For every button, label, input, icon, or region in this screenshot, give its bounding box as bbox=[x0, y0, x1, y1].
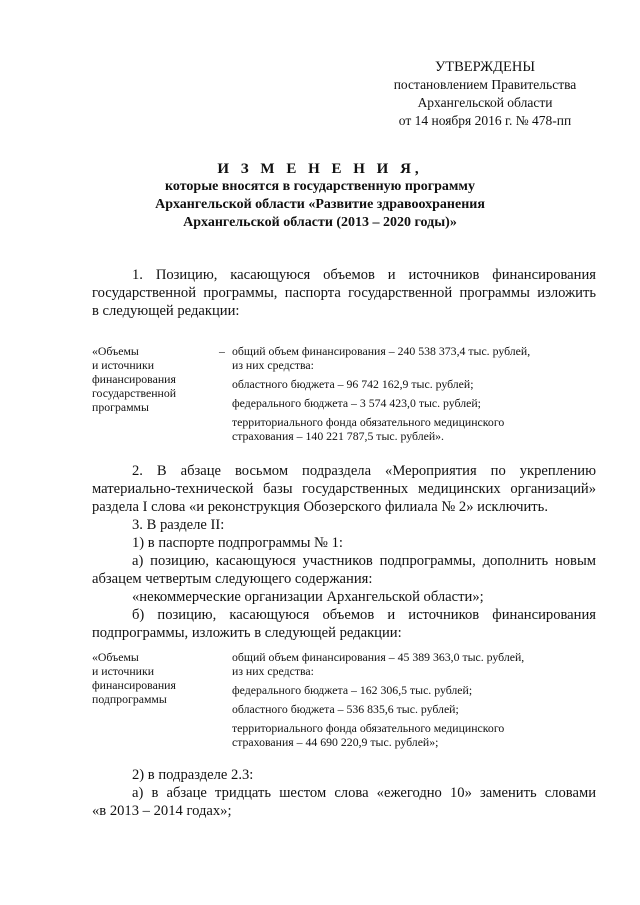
text-line: 1. Позицию, касающуюся объемов и источников финансирования bbox=[132, 267, 596, 283]
text-line: 1) в паспорте подпрограммы № 1: bbox=[132, 535, 343, 551]
text-line: 2) в подразделе 2.3: bbox=[132, 767, 254, 783]
text-line: подпрограммы, изложить в следующей редакции: bbox=[92, 625, 402, 641]
paragraph-1 bbox=[92, 266, 596, 320]
value-line: из них средства: bbox=[232, 664, 314, 678]
value-line: федерального бюджета – 162 306,5 тыс. рублей; bbox=[232, 683, 473, 697]
heading-line: Архангельской области «Развитие здравоохранения bbox=[155, 197, 485, 212]
text-line: а) в абзаце тридцать шестом слова «ежегодно 10» заменить словами bbox=[132, 785, 596, 801]
table-label bbox=[92, 344, 212, 414]
heading-line: которые вносятся в государственную программу bbox=[165, 179, 475, 194]
label-line: «Объемы bbox=[92, 344, 139, 358]
text-line: «некоммерческие организации Архангельской области»; bbox=[132, 589, 484, 605]
heading-line: Архангельской области (2013 – 2020 годы)» bbox=[183, 215, 457, 230]
label-line: финансирования bbox=[92, 678, 176, 692]
text-line: материально-технической базы государственных медицинских организаций» bbox=[92, 481, 596, 497]
text-line: 3. В разделе II: bbox=[132, 517, 225, 533]
table-values bbox=[232, 344, 602, 443]
value-line: общий объем финансирования – 45 389 363,0 тыс. рублей, bbox=[232, 650, 525, 664]
approval-stamp bbox=[380, 58, 590, 130]
text-line: раздела I слова «и реконструкция Обозерского филиала № 2» исключить. bbox=[92, 499, 548, 515]
value-line: областного бюджета – 96 742 162,9 тыс. рублей; bbox=[232, 377, 474, 391]
text-line: б) позицию, касающуюся объемов и источников финансирования bbox=[132, 607, 596, 623]
text-line: «в 2013 – 2014 годах»; bbox=[92, 803, 232, 819]
value-line: территориального фонда обязательного медицинского bbox=[232, 415, 505, 429]
label-line: программы bbox=[92, 400, 149, 414]
text-line: в следующей редакции: bbox=[92, 303, 240, 319]
approved-title: УТВЕРЖДЕНЫ bbox=[434, 59, 536, 75]
label-line: финансирования bbox=[92, 372, 176, 386]
text-line: 2. В абзаце восьмом подраздела «Мероприятия по укреплению bbox=[132, 463, 596, 479]
label-line: «Объемы bbox=[92, 650, 139, 664]
approved-date-line: от 14 ноября 2016 г. № 478-пп bbox=[398, 113, 572, 128]
value-line: из них средства: bbox=[232, 358, 314, 372]
approved-line: Архангельской области bbox=[417, 95, 553, 110]
paragraph-2 bbox=[92, 462, 596, 642]
table-label bbox=[92, 650, 212, 706]
label-line: и источники bbox=[92, 664, 155, 678]
table-values bbox=[232, 650, 602, 749]
document-heading bbox=[60, 160, 580, 232]
text-line: абзацем четвертым следующего содержания: bbox=[92, 571, 373, 587]
label-line: подпрограммы bbox=[92, 692, 167, 706]
value-line: федерального бюджета – 3 574 423,0 тыс. рублей; bbox=[232, 396, 481, 410]
label-line: и источники bbox=[92, 358, 155, 372]
paragraph-3 bbox=[92, 766, 596, 820]
heading-title: И З М Е Н Е Н И Я, bbox=[217, 161, 423, 177]
text-line: государственной программы, паспорта государственной программы изложить bbox=[92, 285, 596, 301]
label-line: государственной bbox=[92, 386, 177, 400]
value-line: общий объем финансирования – 240 538 373,4 тыс. рублей, bbox=[232, 344, 531, 358]
value-line: страхования – 140 221 787,5 тыс. рублей». bbox=[232, 429, 444, 443]
value-line: страхования – 44 690 220,9 тыс. рублей»; bbox=[232, 735, 439, 749]
text-line: а) позицию, касающуюся участников подпрограммы, дополнить новым bbox=[132, 553, 596, 569]
value-line: территориального фонда обязательного медицинского bbox=[232, 721, 505, 735]
approved-line: постановлением Правительства bbox=[393, 77, 577, 92]
table-dash: – bbox=[219, 344, 225, 358]
value-line: областного бюджета – 536 835,6 тыс. рублей; bbox=[232, 702, 459, 716]
